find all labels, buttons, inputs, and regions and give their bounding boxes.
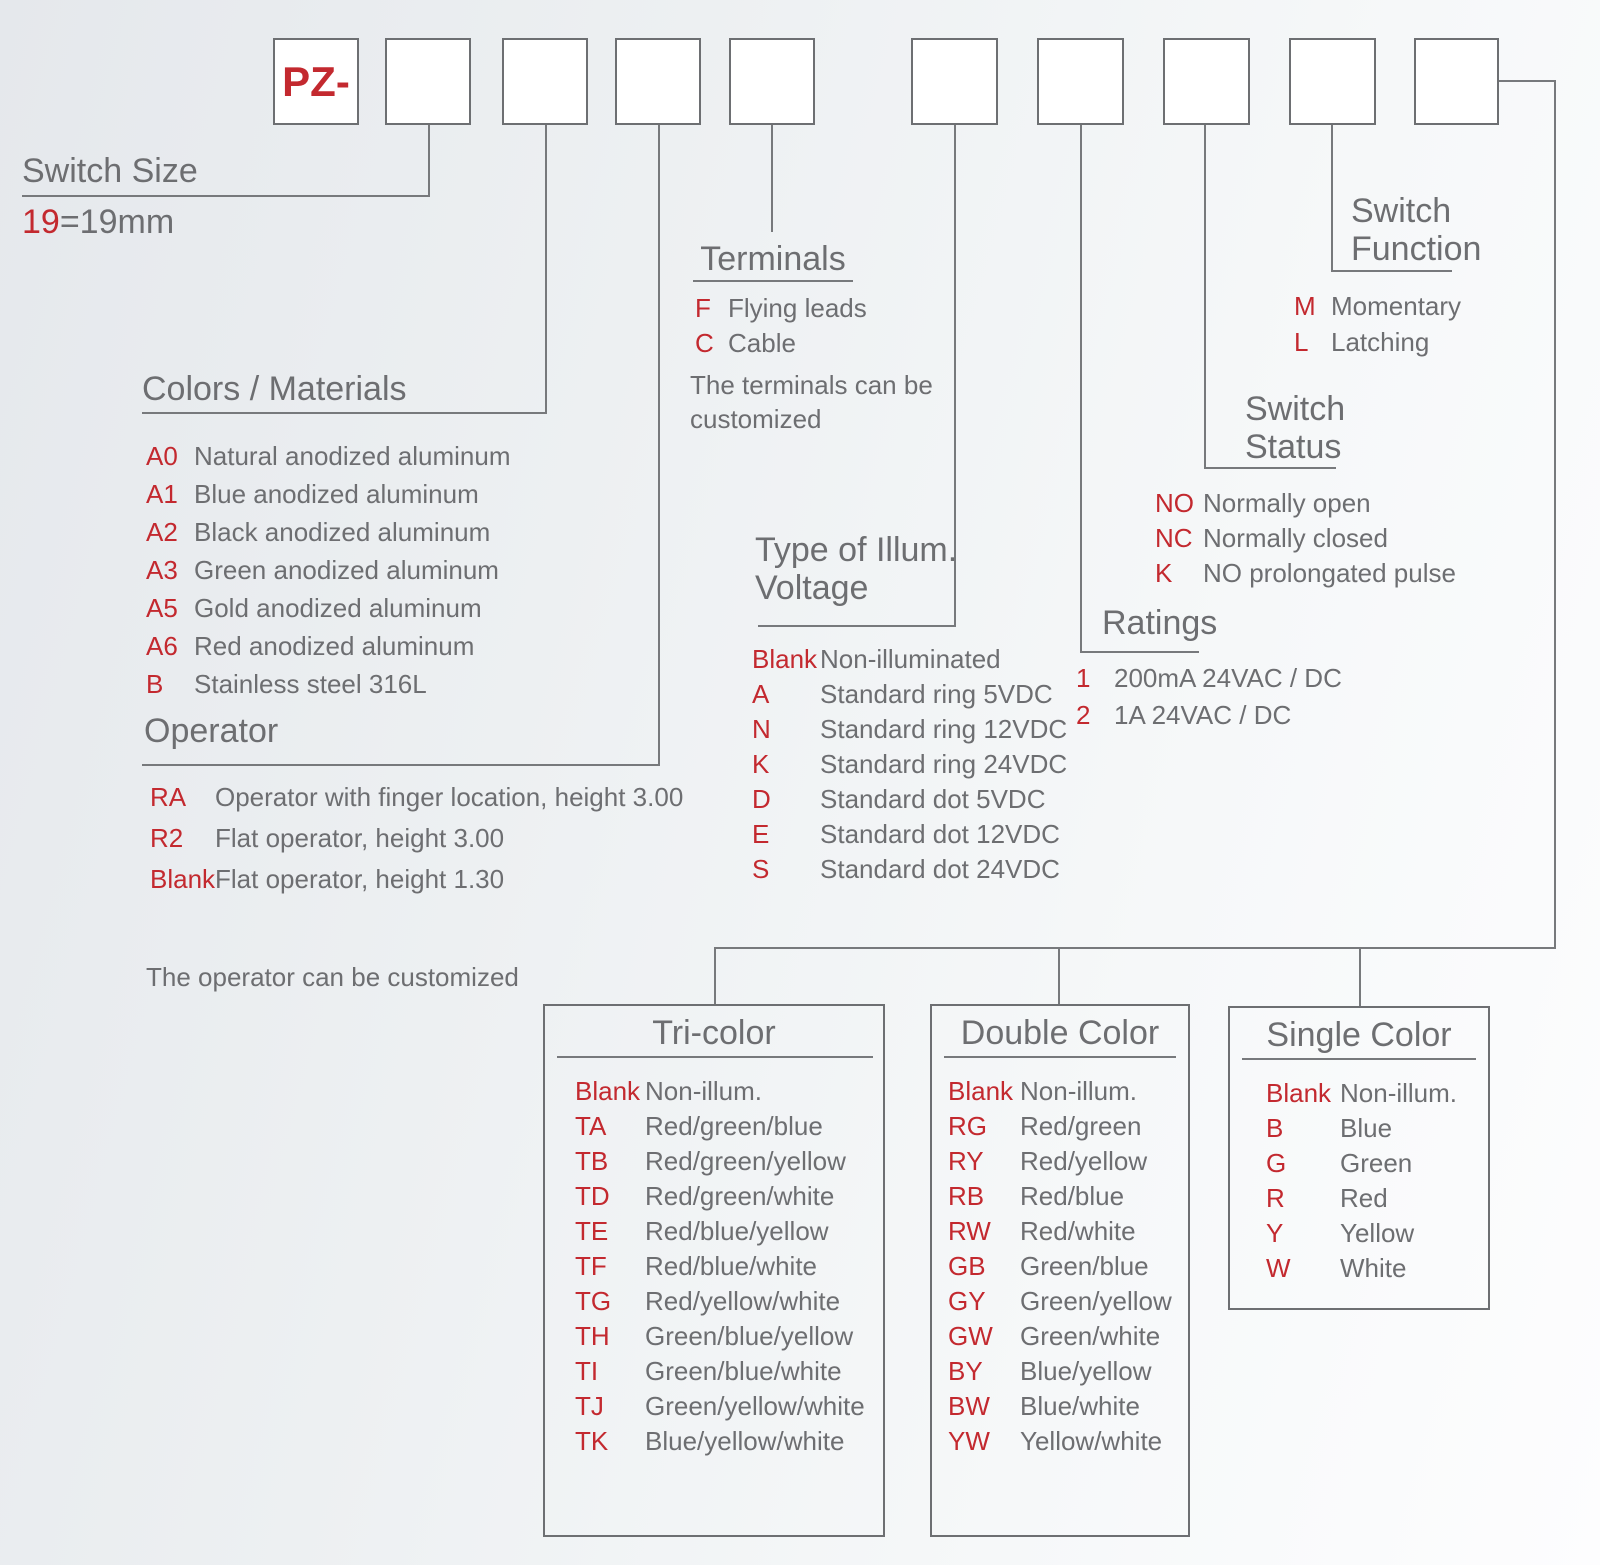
code-row [752,712,1067,747]
description: Green/blue/white [645,1356,842,1386]
code: RG [948,1111,987,1141]
description: Flying leads [728,293,867,323]
code-row [1076,660,1342,697]
code-row [752,852,1067,887]
description: Natural anodized aluminum [194,440,511,471]
code-row [948,1424,1172,1459]
description: Cable [728,328,796,358]
description: Gold anodized aluminum [194,592,482,623]
code-row [575,1389,865,1424]
code-row [1155,521,1456,556]
code: NO [1155,488,1194,518]
description: Red [1340,1183,1388,1213]
code: TI [575,1356,599,1386]
code-row [575,1179,865,1214]
description: Red/green/white [645,1181,835,1211]
switch-function-title-line2: Function [1351,230,1482,268]
code-row [150,777,683,818]
description: Standard ring 5VDC [820,679,1053,709]
terminals-note: The terminals can be customized [690,370,933,434]
code: GB [948,1251,986,1281]
description: Green anodized aluminum [194,554,499,585]
code: TE [575,1216,609,1246]
digit-box-color-material [502,38,588,125]
code: W [1266,1253,1291,1283]
digit-box-ratings [1037,38,1124,125]
code: K [752,749,770,779]
connector-ratings-vline [1080,125,1082,653]
operator-title: Operator [144,712,279,750]
switch-status-underline [1204,467,1336,469]
code-row [1155,556,1456,591]
code-row [752,782,1067,817]
description: Normally open [1203,488,1371,518]
description: Green/blue/yellow [645,1321,854,1351]
switch-status-title-line1: Switch [1245,390,1346,428]
terminals-title: Terminals [700,240,846,278]
description: Red/green/yellow [645,1146,846,1176]
code: F [695,293,711,323]
code: R [1266,1183,1285,1213]
code: M [1294,290,1316,321]
code-row [575,1144,865,1179]
code: RY [948,1146,984,1176]
description: Green/blue [1020,1251,1149,1281]
description: NO prolongated pulse [1203,558,1456,588]
code-row [1266,1181,1457,1216]
description: Standard dot 24VDC [820,854,1060,884]
code: Y [1266,1218,1284,1248]
code-row [695,291,867,326]
description: Yellow/white [1020,1426,1163,1456]
description: Blue/yellow/white [645,1426,845,1456]
drop-single-color-vline [1359,947,1361,1008]
double-color-list [948,1074,1172,1459]
drop-tri-color-vline [714,947,716,1006]
connector-illum-color-vline [1554,80,1556,949]
code-row [575,1249,865,1284]
prefix-label: PZ- [282,57,350,105]
code: TB [575,1146,609,1176]
ratings-list [1076,660,1342,734]
code-row [146,665,511,703]
digit-box-switch-function [1289,38,1376,125]
switch-status-title-line2: Status [1245,428,1342,466]
color-distribution-hline [715,947,1556,949]
description: Red/green/blue [645,1111,823,1141]
colors-materials-list [146,437,511,703]
code-row [752,642,1067,677]
code: 1 [1076,663,1091,693]
colors-underline [142,412,547,414]
code: TF [575,1251,607,1281]
code: NC [1155,523,1193,553]
code: TH [575,1321,610,1351]
code: B [1266,1113,1284,1143]
description: Black anodized aluminum [194,516,491,547]
code-row [948,1354,1172,1389]
drop-double-color-vline [1058,947,1060,1006]
code-row [575,1109,865,1144]
code-row [948,1109,1172,1144]
single-color-list [1266,1076,1457,1286]
code: Blank [752,644,818,674]
tri-color-title: Tri-color [652,1014,776,1052]
description: Standard ring 24VDC [820,749,1068,779]
description: Blue [1340,1113,1393,1143]
code: C [695,328,714,358]
description: Non-illum. [645,1076,763,1106]
code-row [1266,1251,1457,1286]
operator-note: The operator can be customized [146,962,519,992]
connector-switch-status-vline [1204,125,1206,469]
connector-switch-size-vline [428,125,430,197]
code: D [752,784,771,814]
code: L [1294,326,1309,357]
operator-underline [142,764,660,766]
code: RW [948,1216,991,1246]
switch-function-underline [1331,270,1452,272]
switch-status-list [1155,486,1456,591]
code: TG [575,1286,612,1316]
description: Yellow [1340,1218,1415,1248]
code: BW [948,1391,990,1421]
single-color-underline [1242,1058,1476,1060]
double-color-underline [944,1056,1176,1058]
code-row [1294,324,1461,360]
digit-box-operator [615,38,701,125]
illumination-title-line2: Voltage [755,569,869,607]
code-row [146,475,511,513]
digit-box-illumination [911,38,998,125]
colors-materials-title: Colors / Materials [142,370,407,408]
description: Red/white [1020,1216,1136,1246]
description: Blue anodized aluminum [194,478,479,509]
code: RB [948,1181,985,1211]
code-row [146,437,511,475]
code-row [948,1284,1172,1319]
code-row [948,1144,1172,1179]
tri-color-list [575,1074,865,1459]
code-row [1266,1076,1457,1111]
terminals-underline [693,280,853,282]
code-row [752,677,1067,712]
code-row [948,1319,1172,1354]
description: White [1340,1253,1407,1283]
code-row [575,1319,865,1354]
digit-box-illum-color [1414,38,1499,125]
code: S [752,854,770,884]
description: Standard ring 12VDC [820,714,1068,744]
description: Red anodized aluminum [194,630,475,661]
description: Blue/white [1020,1391,1140,1421]
code-row [575,1424,865,1459]
description: 1A 24VAC / DC [1114,700,1292,730]
switch-size-meaning: =19mm [59,203,175,241]
digit-box-switch-status [1163,38,1250,125]
code: Blank [1266,1078,1332,1108]
code-row [1155,486,1456,521]
switch-function-title [1351,192,1481,268]
code-row [146,513,511,551]
switch-function-list [1294,288,1461,360]
double-color-title: Double Color [960,1014,1160,1052]
code: TJ [575,1391,604,1421]
code-row [146,551,511,589]
description: Red/blue [1020,1181,1125,1211]
description: Green/white [1020,1321,1161,1351]
code: A3 [146,554,178,585]
illumination-underline [758,625,956,627]
code-row [1076,697,1342,734]
prefix-box [273,38,359,125]
code: Blank [575,1076,641,1106]
code: A [752,679,770,709]
code: RA [150,782,187,812]
code: Blank [150,864,216,894]
illumination-list [752,642,1067,887]
switch-size-code: 19 [22,203,60,241]
code: A2 [146,516,178,547]
code-row [1266,1111,1457,1146]
code: A5 [146,592,178,623]
description: Red/yellow [1020,1146,1148,1176]
code: G [1266,1148,1287,1178]
code: TA [575,1111,607,1141]
description: Normally closed [1203,523,1388,553]
description: Momentary [1331,290,1462,321]
description: Green/yellow/white [645,1391,865,1421]
description: Red/blue/white [645,1251,817,1281]
description: Red/green [1020,1111,1142,1141]
code-row [948,1249,1172,1284]
code: B [146,668,164,699]
code: N [752,714,771,744]
code: TK [575,1426,609,1456]
ratings-title: Ratings [1102,604,1218,642]
ratings-underline [1080,651,1199,653]
description: Flat operator, height 3.00 [215,823,505,853]
switch-status-title [1245,390,1345,466]
code-row [948,1389,1172,1424]
description: Red/yellow/white [645,1286,841,1316]
switch-size-title: Switch Size [22,152,198,190]
description: Blue/yellow [1020,1356,1152,1386]
code: A6 [146,630,178,661]
code-row [752,817,1067,852]
description: Standard dot 5VDC [820,784,1046,814]
code-row [575,1284,865,1319]
code-row [575,1214,865,1249]
illumination-title-line1: Type of Illum. [755,531,958,569]
connector-terminals-vline [771,125,773,232]
code: GW [948,1321,993,1351]
code-row [150,818,683,859]
code-row [146,627,511,665]
code-row [1266,1146,1457,1181]
description: Non-illum. [1340,1078,1458,1108]
description: 200mA 24VAC / DC [1114,663,1342,693]
code: A1 [146,478,178,509]
code: K [1155,558,1173,588]
operator-list [150,777,683,900]
code: R2 [150,823,184,853]
terminals-list [695,291,867,361]
description: Stainless steel 316L [194,668,427,699]
single-color-title: Single Color [1266,1016,1452,1054]
switch-function-title-line1: Switch [1351,192,1452,230]
code: TD [575,1181,610,1211]
code: GY [948,1286,986,1316]
connector-colors-vline [545,125,547,414]
description: Green [1340,1148,1413,1178]
code-row [1266,1216,1457,1251]
illumination-title [755,531,957,607]
description: Standard dot 12VDC [820,819,1060,849]
connector-illum-color-elbow [1499,80,1556,82]
description: Operator with finger location, height 3.00 [215,782,684,812]
digit-box-terminals [729,38,815,125]
switch-size-underline [22,195,430,197]
code-row [575,1354,865,1389]
connector-operator-vline [658,125,660,766]
switch-size-value [22,203,174,242]
connector-switch-function-vline [1331,125,1333,272]
code-row [948,1179,1172,1214]
code-row [1294,288,1461,324]
code: YW [948,1426,990,1456]
description: Red/blue/yellow [645,1216,829,1246]
digit-box-size [385,38,471,125]
code-row [150,859,683,900]
code: E [752,819,770,849]
tri-color-underline [557,1056,873,1058]
code: A0 [146,440,178,471]
code-row [146,589,511,627]
code-row [752,747,1067,782]
code-row [948,1074,1172,1109]
description: Non-illum. [1020,1076,1138,1106]
description: Green/yellow [1020,1286,1172,1316]
code-row [575,1074,865,1109]
code-row [695,326,867,361]
code: 2 [1076,700,1091,730]
description: Flat operator, height 1.30 [215,864,505,894]
code-row [948,1214,1172,1249]
description: Latching [1331,326,1430,357]
code: Blank [948,1076,1014,1106]
description: Non-illuminated [820,644,1001,674]
code: BY [948,1356,983,1386]
